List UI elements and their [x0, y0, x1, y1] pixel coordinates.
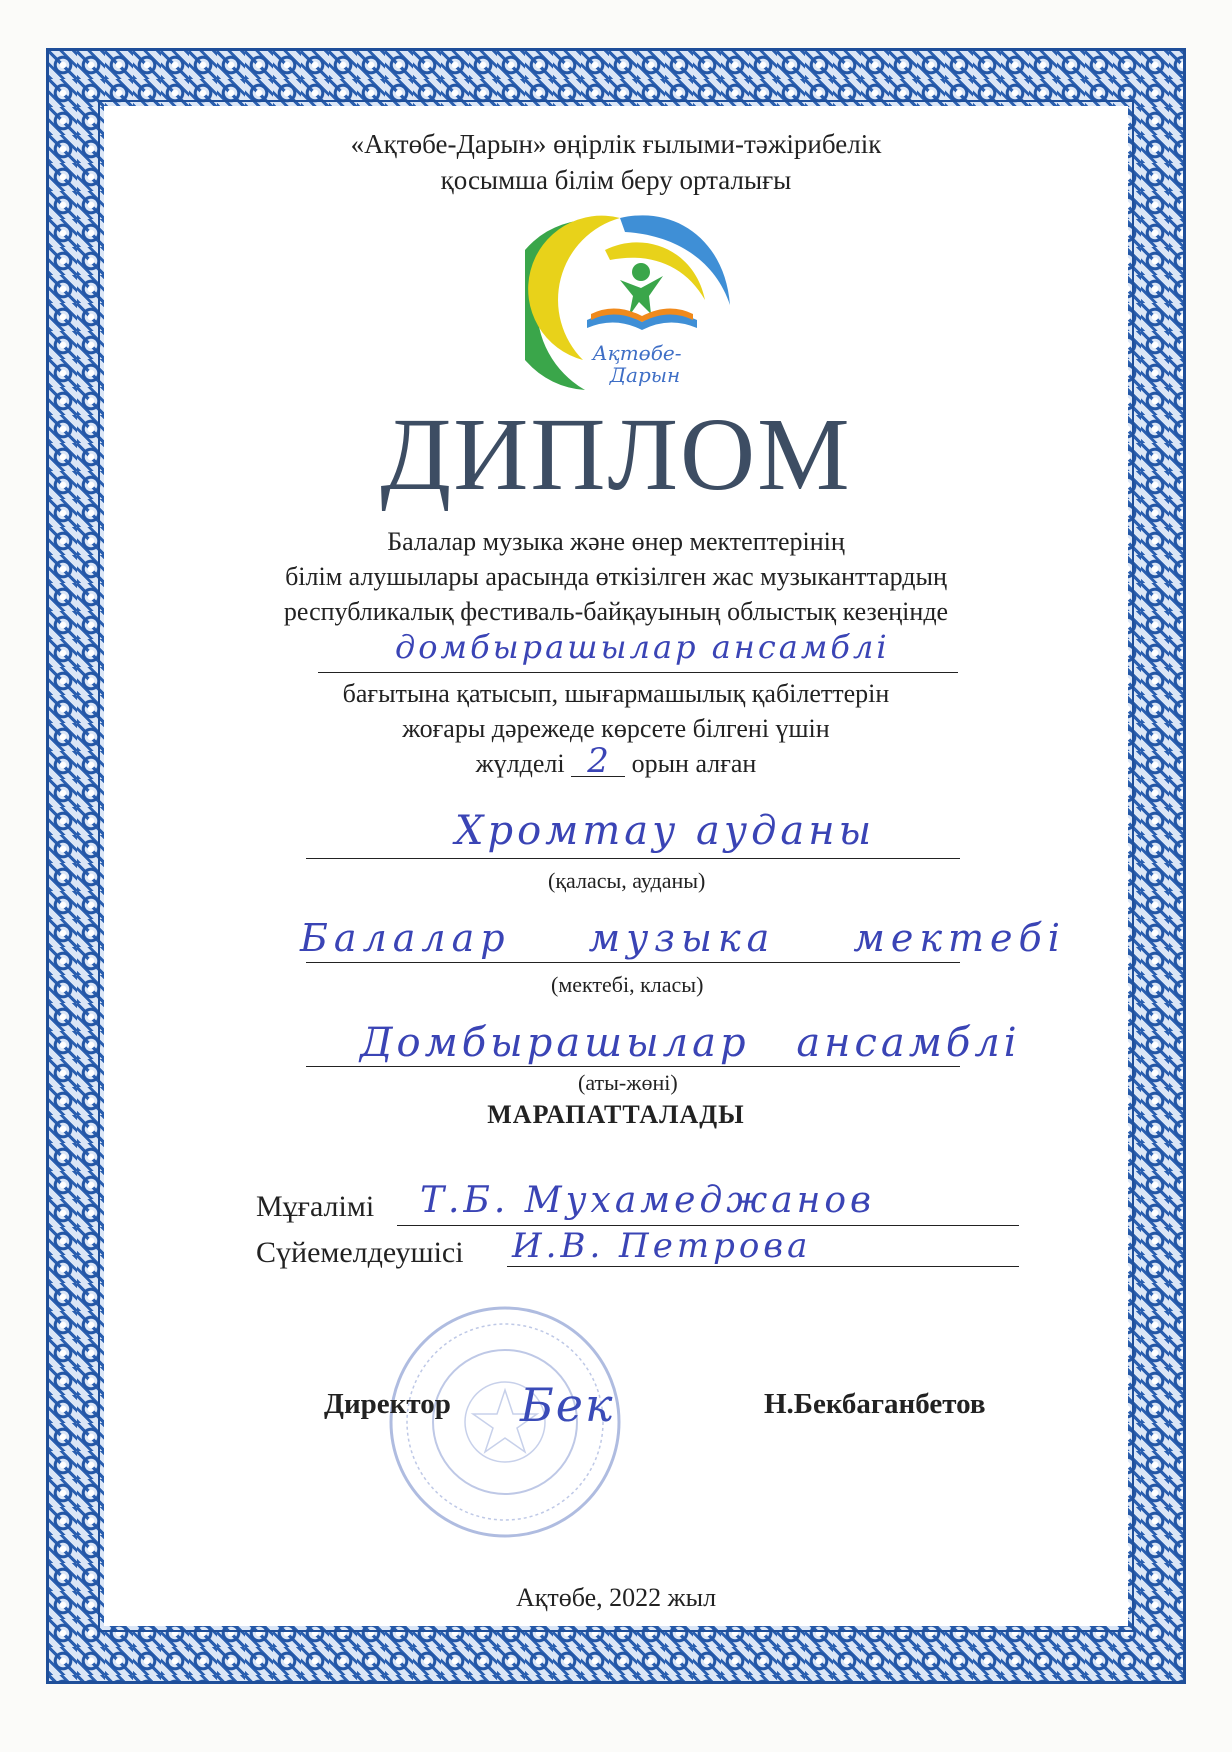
place-handwritten: 2: [571, 746, 625, 777]
participation-line-3: [0, 741, 1232, 781]
director-label: Директор: [324, 1388, 451, 1420]
participation-line-1: бағытына қатысып, шығармашылық қабілеттерін: [342, 679, 890, 708]
district-handwritten: Хромтау ауданы: [455, 808, 876, 854]
name-handwritten: Домбырашылар ансамблі: [360, 1020, 1021, 1066]
school-underline: [306, 962, 960, 963]
name-underline: [306, 1066, 960, 1067]
teacher-label: Мұғалімі: [256, 1190, 375, 1223]
nomination-underline: [318, 672, 958, 673]
intro-text: [0, 524, 1232, 629]
nomination-handwritten: домбырашылар ансамблі: [395, 628, 890, 666]
school-handwritten: Балалар музыка мектебі: [300, 916, 1066, 960]
director-signature: Бек: [520, 1378, 615, 1432]
accompanist-underline: [507, 1266, 1019, 1267]
diploma-title: ДИПЛОМ: [380, 397, 852, 512]
participation-line-2: жоғары дәрежеде көрсете білгені үшін: [402, 714, 830, 743]
district-caption: (қаласы, ауданы): [548, 868, 706, 893]
accompanist-handwritten: И.В. Петрова: [512, 1226, 812, 1266]
place-prefix: жүлделі: [475, 749, 565, 778]
organization-line-1: «Ақтөбе-Дарын» өңірлік ғылыми-тәжірибелік: [350, 129, 882, 159]
footer-place-year: Ақтөбе, 2022 жыл: [515, 1583, 717, 1612]
intro-line-2: білім алушылары арасында өткізілген жас музыканттардың: [285, 562, 947, 591]
participation-text: [0, 676, 1232, 781]
name-caption: (аты-жөні): [578, 1070, 678, 1095]
award-text: МАРАПАТТАЛАДЫ: [487, 1100, 745, 1129]
logo-text-line-2: Дарын: [609, 363, 681, 387]
teacher-handwritten: Т.Б. Мухамеджанов: [420, 1180, 875, 1221]
aktobe-daryn-logo: [525, 210, 740, 400]
accompanist-label: Сүйемелдеушісі: [256, 1236, 464, 1269]
organization-line-2: қосымша білім беру орталығы: [440, 165, 792, 195]
place-suffix: орын алған: [631, 749, 757, 778]
district-underline: [306, 858, 960, 859]
director-name: Н.Бекбаганбетов: [764, 1388, 986, 1420]
school-caption: (мектебі, класы): [551, 972, 704, 997]
intro-line-1: Балалар музыка және өнер мектептерінің: [387, 527, 845, 556]
intro-line-3: республикалық фестиваль-байқауының облыстық кезеңінде: [283, 597, 949, 626]
organization-header: [0, 126, 1232, 198]
logo-text-line-1: Ақтөбе-: [592, 341, 682, 365]
